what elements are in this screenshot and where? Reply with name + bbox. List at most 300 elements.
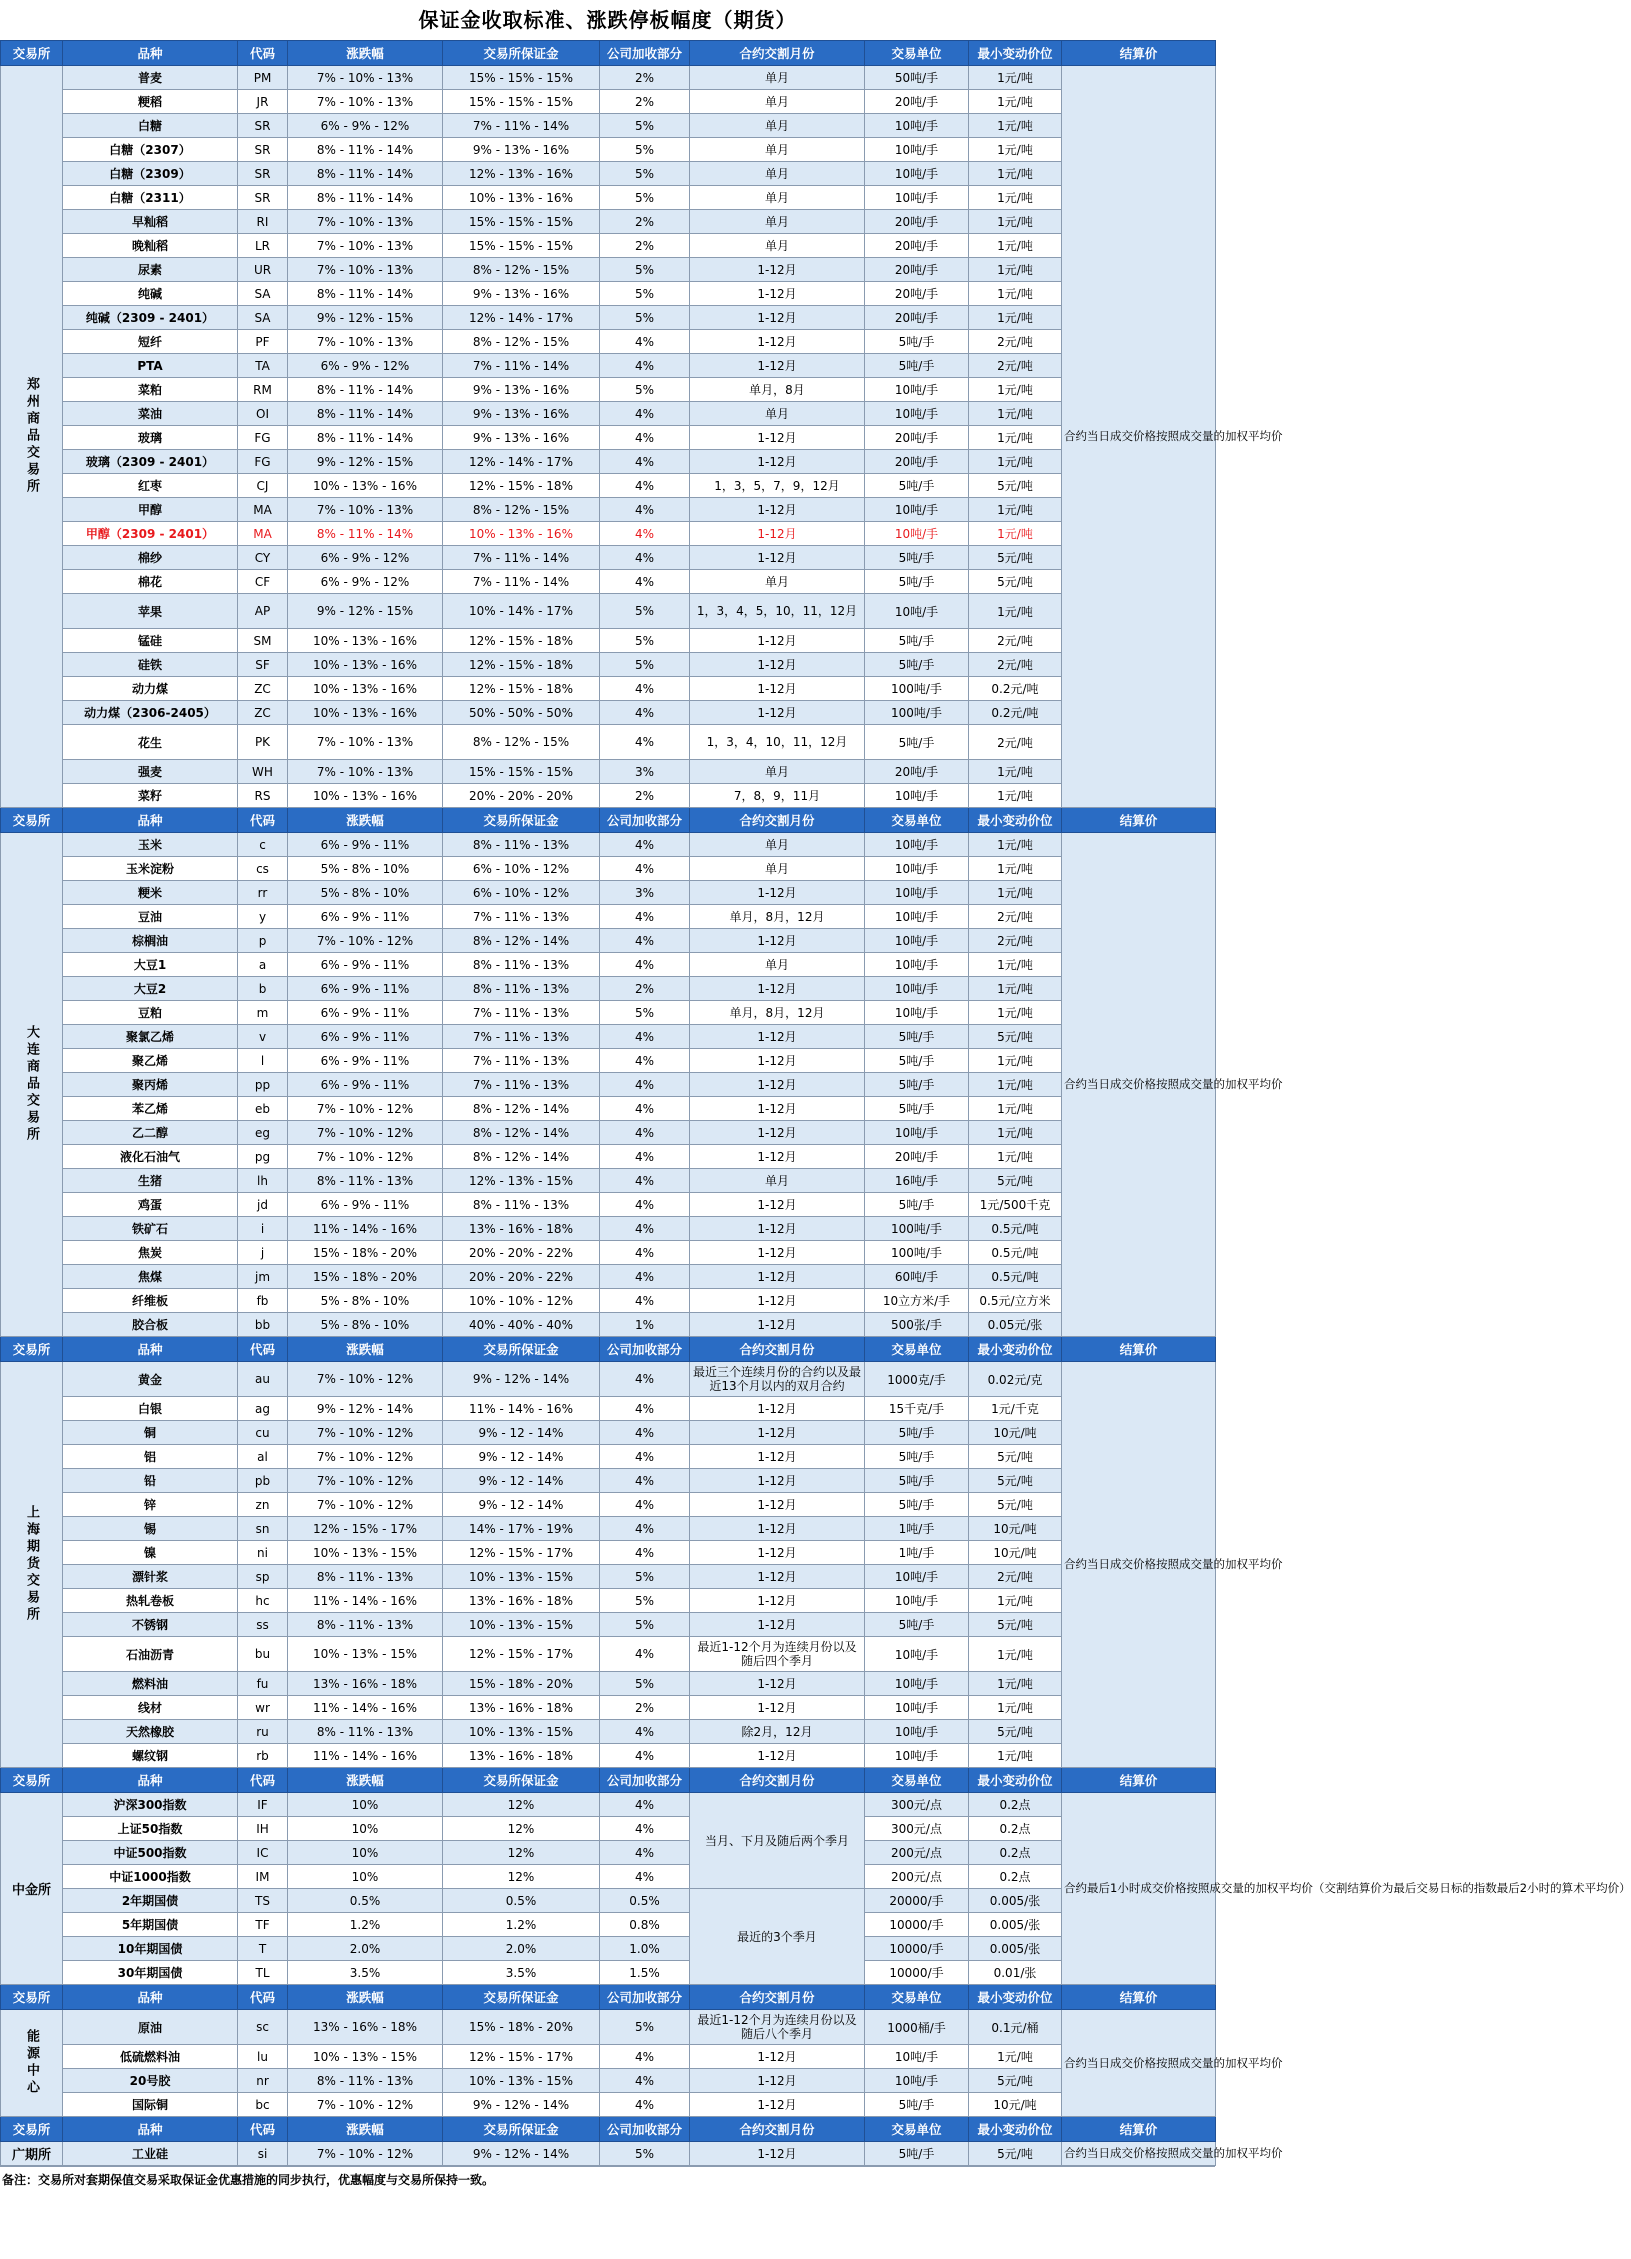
delivery-months: 1-12月	[690, 1025, 865, 1049]
company-extra: 5%	[600, 1565, 690, 1589]
code: cs	[238, 857, 288, 881]
company-extra: 5%	[600, 1589, 690, 1613]
delivery-months: 1-12月	[690, 1565, 865, 1589]
code: IF	[238, 1793, 288, 1817]
table-row	[1, 546, 1216, 570]
exchange-margin: 12%	[443, 1793, 600, 1817]
exchange-margin: 12% - 13% - 16%	[443, 162, 600, 186]
trading-unit: 5吨/手	[865, 546, 969, 570]
tick-size: 1元/吨	[969, 522, 1062, 546]
code: SM	[238, 629, 288, 653]
trading-unit: 500张/手	[865, 1313, 969, 1337]
delivery-months: 除2月，12月	[690, 1720, 865, 1744]
exchange-margin: 10% - 10% - 12%	[443, 1289, 600, 1313]
table-row	[1, 594, 1216, 629]
delivery-months: 单月	[690, 402, 865, 426]
exchange-margin: 9% - 12% - 14%	[443, 2093, 600, 2117]
delivery-months: 单月	[690, 857, 865, 881]
code: SR	[238, 162, 288, 186]
tick-size: 1元/吨	[969, 977, 1062, 1001]
code: j	[238, 1241, 288, 1265]
tick-size: 0.5元/吨	[969, 1241, 1062, 1265]
trading-unit: 10吨/手	[865, 1121, 969, 1145]
code: a	[238, 953, 288, 977]
column-header: 交易单位	[865, 2117, 969, 2142]
price-limit: 8% - 11% - 14%	[288, 378, 443, 402]
company-extra: 2%	[600, 234, 690, 258]
table-row	[1, 1589, 1216, 1613]
column-header: 结算价	[1062, 41, 1216, 66]
column-header: 最小变动价位	[969, 1985, 1062, 2010]
tick-size: 0.2点	[969, 1865, 1062, 1889]
price-limit: 10% - 13% - 15%	[288, 2045, 443, 2069]
column-header: 最小变动价位	[969, 2117, 1062, 2142]
exchange-name: 能源中心	[1, 2010, 63, 2117]
table-row	[1, 1362, 1216, 1397]
exchange-margin: 14% - 17% - 19%	[443, 1517, 600, 1541]
delivery-months: 单月，8月，12月	[690, 1001, 865, 1025]
price-limit: 10%	[288, 1793, 443, 1817]
price-limit: 13% - 16% - 18%	[288, 1672, 443, 1696]
price-limit: 6% - 9% - 12%	[288, 114, 443, 138]
table-row	[1, 1049, 1216, 1073]
price-limit: 9% - 12% - 15%	[288, 306, 443, 330]
exchange-margin: 8% - 11% - 13%	[443, 953, 600, 977]
company-extra: 2%	[600, 210, 690, 234]
price-limit: 9% - 12% - 14%	[288, 1397, 443, 1421]
exchange-margin: 12% - 14% - 17%	[443, 306, 600, 330]
exchange-name: 广期所	[1, 2142, 63, 2166]
trading-unit: 10吨/手	[865, 953, 969, 977]
trading-unit: 10吨/手	[865, 498, 969, 522]
exchange-margin: 7% - 11% - 14%	[443, 546, 600, 570]
table-row	[1, 2010, 1216, 2045]
price-limit: 8% - 11% - 13%	[288, 1613, 443, 1637]
trading-unit: 5吨/手	[865, 1445, 969, 1469]
column-header: 交易单位	[865, 41, 969, 66]
variety: 纤维板	[63, 1289, 238, 1313]
exchange-margin: 10% - 14% - 17%	[443, 594, 600, 629]
tick-size: 0.005/张	[969, 1913, 1062, 1937]
variety: 大豆2	[63, 977, 238, 1001]
tick-size: 1元/吨	[969, 402, 1062, 426]
code: lu	[238, 2045, 288, 2069]
variety: 玻璃（2309 - 2401）	[63, 450, 238, 474]
code: ss	[238, 1613, 288, 1637]
delivery-months: 1-12月	[690, 1589, 865, 1613]
code: SR	[238, 138, 288, 162]
code: jd	[238, 1193, 288, 1217]
exchange-margin: 40% - 40% - 40%	[443, 1313, 600, 1337]
column-header: 交易所保证金	[443, 1337, 600, 1362]
footnote: 备注：交易所对套期保值交易采取保证金优惠措施的同步执行，优惠幅度与交易所保持一致。	[0, 2166, 1215, 2193]
company-extra: 4%	[600, 1097, 690, 1121]
company-extra: 4%	[600, 725, 690, 760]
price-limit: 7% - 10% - 12%	[288, 2093, 443, 2117]
variety: 生猪	[63, 1169, 238, 1193]
trading-unit: 10吨/手	[865, 1565, 969, 1589]
trading-unit: 5吨/手	[865, 354, 969, 378]
exchange-margin: 9% - 12 - 14%	[443, 1469, 600, 1493]
delivery-months: 单月	[690, 114, 865, 138]
tick-size: 0.05元/张	[969, 1313, 1062, 1337]
trading-unit: 10吨/手	[865, 1001, 969, 1025]
tick-size: 0.2元/吨	[969, 701, 1062, 725]
delivery-months: 1-12月	[690, 2045, 865, 2069]
tick-size: 0.5元/吨	[969, 1217, 1062, 1241]
table-row	[1, 306, 1216, 330]
tick-size: 1元/吨	[969, 1637, 1062, 1672]
delivery-months: 单月	[690, 570, 865, 594]
price-limit: 6% - 9% - 12%	[288, 354, 443, 378]
exchange-margin: 13% - 16% - 18%	[443, 1589, 600, 1613]
table-row	[1, 354, 1216, 378]
table-row	[1, 1073, 1216, 1097]
tick-size: 1元/吨	[969, 90, 1062, 114]
table-row	[1, 402, 1216, 426]
trading-unit: 1000克/手	[865, 1362, 969, 1397]
table-row	[1, 1241, 1216, 1265]
code: bu	[238, 1637, 288, 1672]
price-limit: 7% - 10% - 12%	[288, 1469, 443, 1493]
price-limit: 1.2%	[288, 1913, 443, 1937]
code: PK	[238, 725, 288, 760]
table-row	[1, 1469, 1216, 1493]
variety: 棉花	[63, 570, 238, 594]
tick-size: 5元/吨	[969, 570, 1062, 594]
price-limit: 7% - 10% - 13%	[288, 210, 443, 234]
price-limit: 0.5%	[288, 1889, 443, 1913]
company-extra: 4%	[600, 833, 690, 857]
exchange-margin: 10% - 13% - 15%	[443, 1565, 600, 1589]
price-limit: 6% - 9% - 11%	[288, 1001, 443, 1025]
code: LR	[238, 234, 288, 258]
price-limit: 7% - 10% - 12%	[288, 2142, 443, 2166]
delivery-months: 1-12月	[690, 1469, 865, 1493]
exchange-margin: 7% - 11% - 14%	[443, 570, 600, 594]
price-limit: 6% - 9% - 11%	[288, 905, 443, 929]
table-row	[1, 2045, 1216, 2069]
delivery-months: 1-12月	[690, 977, 865, 1001]
variety: 上证50指数	[63, 1817, 238, 1841]
column-header: 交易单位	[865, 1337, 969, 1362]
trading-unit: 10吨/手	[865, 929, 969, 953]
company-extra: 5%	[600, 594, 690, 629]
trading-unit: 5吨/手	[865, 1613, 969, 1637]
column-header: 交易所	[1, 41, 63, 66]
code: ni	[238, 1541, 288, 1565]
exchange-margin: 8% - 12% - 15%	[443, 330, 600, 354]
price-limit: 7% - 10% - 12%	[288, 1421, 443, 1445]
tick-size: 0.2点	[969, 1793, 1062, 1817]
trading-unit: 5吨/手	[865, 1193, 969, 1217]
company-extra: 4%	[600, 354, 690, 378]
code: zn	[238, 1493, 288, 1517]
table-row	[1, 186, 1216, 210]
exchange-margin: 12%	[443, 1865, 600, 1889]
code: b	[238, 977, 288, 1001]
price-limit: 6% - 9% - 11%	[288, 977, 443, 1001]
exchange-margin: 7% - 11% - 13%	[443, 1073, 600, 1097]
variety: 白糖	[63, 114, 238, 138]
margin-table	[0, 40, 1631, 2166]
company-extra: 2%	[600, 66, 690, 90]
code: FG	[238, 426, 288, 450]
variety: 大豆1	[63, 953, 238, 977]
variety: 菜粕	[63, 378, 238, 402]
tick-size: 1元/吨	[969, 833, 1062, 857]
company-extra: 4%	[600, 1397, 690, 1421]
trading-unit: 10000/手	[865, 1913, 969, 1937]
code: MA	[238, 498, 288, 522]
table-row	[1, 653, 1216, 677]
table-row	[1, 1720, 1216, 1744]
table-row	[1, 833, 1216, 857]
price-limit: 8% - 11% - 13%	[288, 1169, 443, 1193]
column-header: 涨跌幅	[288, 41, 443, 66]
table-row	[1, 1613, 1216, 1637]
trading-unit: 10吨/手	[865, 857, 969, 881]
table-row	[1, 330, 1216, 354]
tick-size: 0.5元/立方米	[969, 1289, 1062, 1313]
delivery-months: 1-12月	[690, 629, 865, 653]
trading-unit: 300元/点	[865, 1817, 969, 1841]
company-extra: 4%	[600, 1241, 690, 1265]
column-header: 最小变动价位	[969, 808, 1062, 833]
column-header: 结算价	[1062, 1985, 1216, 2010]
column-header: 品种	[63, 808, 238, 833]
trading-unit: 200元/点	[865, 1841, 969, 1865]
exchange-margin: 8% - 12% - 14%	[443, 1097, 600, 1121]
delivery-months: 1-12月	[690, 653, 865, 677]
code: si	[238, 2142, 288, 2166]
variety: 锌	[63, 1493, 238, 1517]
variety: 镍	[63, 1541, 238, 1565]
trading-unit: 10000/手	[865, 1937, 969, 1961]
table-row	[1, 498, 1216, 522]
variety: 棉纱	[63, 546, 238, 570]
variety: 红枣	[63, 474, 238, 498]
company-extra: 4%	[600, 522, 690, 546]
table-row	[1, 1913, 1216, 1937]
trading-unit: 1吨/手	[865, 1517, 969, 1541]
table-header-row	[1, 1768, 1216, 1793]
table-row	[1, 1565, 1216, 1589]
trading-unit: 5吨/手	[865, 1025, 969, 1049]
delivery-months: 单月	[690, 833, 865, 857]
code: au	[238, 1362, 288, 1397]
trading-unit: 10吨/手	[865, 186, 969, 210]
delivery-months: 1-12月	[690, 1744, 865, 1768]
company-extra: 4%	[600, 1817, 690, 1841]
delivery-months: 1-12月	[690, 522, 865, 546]
trading-unit: 10吨/手	[865, 2045, 969, 2069]
trading-unit: 10吨/手	[865, 905, 969, 929]
code: ru	[238, 1720, 288, 1744]
trading-unit: 10吨/手	[865, 1637, 969, 1672]
tick-size: 5元/吨	[969, 1025, 1062, 1049]
column-header: 合约交割月份	[690, 1337, 865, 1362]
table-row	[1, 474, 1216, 498]
tick-size: 1元/吨	[969, 1073, 1062, 1097]
company-extra: 4%	[600, 1289, 690, 1313]
variety: 热轧卷板	[63, 1589, 238, 1613]
delivery-months: 单月	[690, 66, 865, 90]
trading-unit: 10吨/手	[865, 1720, 969, 1744]
trading-unit: 5吨/手	[865, 1073, 969, 1097]
exchange-margin: 9% - 12% - 14%	[443, 2142, 600, 2166]
variety: 苹果	[63, 594, 238, 629]
tick-size: 1元/吨	[969, 784, 1062, 808]
price-limit: 15% - 18% - 20%	[288, 1265, 443, 1289]
delivery-months: 1-12月	[690, 426, 865, 450]
column-header: 交易所保证金	[443, 2117, 600, 2142]
exchange-margin: 15% - 18% - 20%	[443, 1672, 600, 1696]
delivery-months: 1，3，5，7，9，12月	[690, 474, 865, 498]
exchange-margin: 50% - 50% - 50%	[443, 701, 600, 725]
exchange-margin: 12% - 15% - 17%	[443, 1541, 600, 1565]
code: fb	[238, 1289, 288, 1313]
price-limit: 9% - 12% - 15%	[288, 450, 443, 474]
delivery-months: 1-12月	[690, 258, 865, 282]
table-row	[1, 2069, 1216, 2093]
trading-unit: 20吨/手	[865, 210, 969, 234]
delivery-months: 1-12月	[690, 881, 865, 905]
price-limit: 10% - 13% - 16%	[288, 653, 443, 677]
variety: 菜油	[63, 402, 238, 426]
price-limit: 8% - 11% - 14%	[288, 426, 443, 450]
trading-unit: 10吨/手	[865, 522, 969, 546]
table-row	[1, 138, 1216, 162]
trading-unit: 50吨/手	[865, 66, 969, 90]
company-extra: 5%	[600, 306, 690, 330]
tick-size: 2元/吨	[969, 653, 1062, 677]
company-extra: 4%	[600, 1362, 690, 1397]
trading-unit: 100吨/手	[865, 701, 969, 725]
exchange-margin: 20% - 20% - 22%	[443, 1265, 600, 1289]
table-row	[1, 760, 1216, 784]
variety: 动力煤（2306-2405）	[63, 701, 238, 725]
table-row	[1, 210, 1216, 234]
variety: 乙二醇	[63, 1121, 238, 1145]
exchange-margin: 12% - 14% - 17%	[443, 450, 600, 474]
company-extra: 4%	[600, 330, 690, 354]
tick-size: 1元/千克	[969, 1397, 1062, 1421]
code: CY	[238, 546, 288, 570]
table-row	[1, 426, 1216, 450]
table-row	[1, 1817, 1216, 1841]
table-row	[1, 378, 1216, 402]
variety: 中证500指数	[63, 1841, 238, 1865]
trading-unit: 10吨/手	[865, 2069, 969, 2093]
exchange-margin: 10% - 13% - 15%	[443, 2069, 600, 2093]
exchange-margin: 10% - 13% - 16%	[443, 522, 600, 546]
column-header: 交易单位	[865, 1768, 969, 1793]
column-header: 代码	[238, 1985, 288, 2010]
company-extra: 4%	[600, 450, 690, 474]
tick-size: 1元/吨	[969, 594, 1062, 629]
variety: 早籼稻	[63, 210, 238, 234]
trading-unit: 10吨/手	[865, 977, 969, 1001]
tick-size: 1元/吨	[969, 234, 1062, 258]
exchange-margin: 9% - 13% - 16%	[443, 138, 600, 162]
code: nr	[238, 2069, 288, 2093]
settlement-note: 合约当日成交价格按照成交量的加权平均价	[1062, 2010, 1216, 2117]
price-limit: 6% - 9% - 11%	[288, 953, 443, 977]
tick-size: 5元/吨	[969, 1720, 1062, 1744]
exchange-margin: 13% - 16% - 18%	[443, 1744, 600, 1768]
price-limit: 3.5%	[288, 1961, 443, 1985]
exchange-margin: 0.5%	[443, 1889, 600, 1913]
code: RM	[238, 378, 288, 402]
tick-size: 1元/吨	[969, 2045, 1062, 2069]
company-extra: 2%	[600, 977, 690, 1001]
company-extra: 0.8%	[600, 1913, 690, 1937]
company-extra: 4%	[600, 1193, 690, 1217]
company-extra: 0.5%	[600, 1889, 690, 1913]
tick-size: 10元/吨	[969, 1517, 1062, 1541]
code: m	[238, 1001, 288, 1025]
column-header: 合约交割月份	[690, 41, 865, 66]
exchange-margin: 15% - 15% - 15%	[443, 66, 600, 90]
trading-unit: 5吨/手	[865, 330, 969, 354]
price-limit: 12% - 15% - 17%	[288, 1517, 443, 1541]
code: hc	[238, 1589, 288, 1613]
company-extra: 4%	[600, 1744, 690, 1768]
exchange-margin: 8% - 12% - 14%	[443, 1121, 600, 1145]
delivery-months: 1-12月	[690, 929, 865, 953]
variety: 纯碱	[63, 282, 238, 306]
variety: 动力煤	[63, 677, 238, 701]
variety: 漂针浆	[63, 1565, 238, 1589]
column-header: 交易所	[1, 1337, 63, 1362]
variety: 尿素	[63, 258, 238, 282]
company-extra: 5%	[600, 1672, 690, 1696]
variety: 黄金	[63, 1362, 238, 1397]
trading-unit: 10吨/手	[865, 1672, 969, 1696]
company-extra: 5%	[600, 1613, 690, 1637]
variety: 焦炭	[63, 1241, 238, 1265]
variety: PTA	[63, 354, 238, 378]
tick-size: 1元/吨	[969, 450, 1062, 474]
table-row	[1, 114, 1216, 138]
exchange-margin: 7% - 11% - 13%	[443, 1001, 600, 1025]
price-limit: 10% - 13% - 16%	[288, 784, 443, 808]
company-extra: 5%	[600, 258, 690, 282]
tick-size: 0.1元/桶	[969, 2010, 1062, 2045]
column-header: 结算价	[1062, 1337, 1216, 1362]
tick-size: 0.2点	[969, 1841, 1062, 1865]
price-limit: 8% - 11% - 13%	[288, 1565, 443, 1589]
trading-unit: 300元/点	[865, 1793, 969, 1817]
price-limit: 8% - 11% - 14%	[288, 162, 443, 186]
company-extra: 2%	[600, 90, 690, 114]
code: jm	[238, 1265, 288, 1289]
tick-size: 10元/吨	[969, 1421, 1062, 1445]
exchange-margin: 1.2%	[443, 1913, 600, 1937]
delivery-months: 1-12月	[690, 1121, 865, 1145]
column-header: 公司加收部分	[600, 41, 690, 66]
table-row	[1, 1541, 1216, 1565]
variety: 甲醇	[63, 498, 238, 522]
delivery-months: 1-12月	[690, 1493, 865, 1517]
variety: 铁矿石	[63, 1217, 238, 1241]
trading-unit: 20000/手	[865, 1889, 969, 1913]
trading-unit: 10立方米/手	[865, 1289, 969, 1313]
trading-unit: 100吨/手	[865, 1217, 969, 1241]
table-row	[1, 677, 1216, 701]
code: ZC	[238, 677, 288, 701]
